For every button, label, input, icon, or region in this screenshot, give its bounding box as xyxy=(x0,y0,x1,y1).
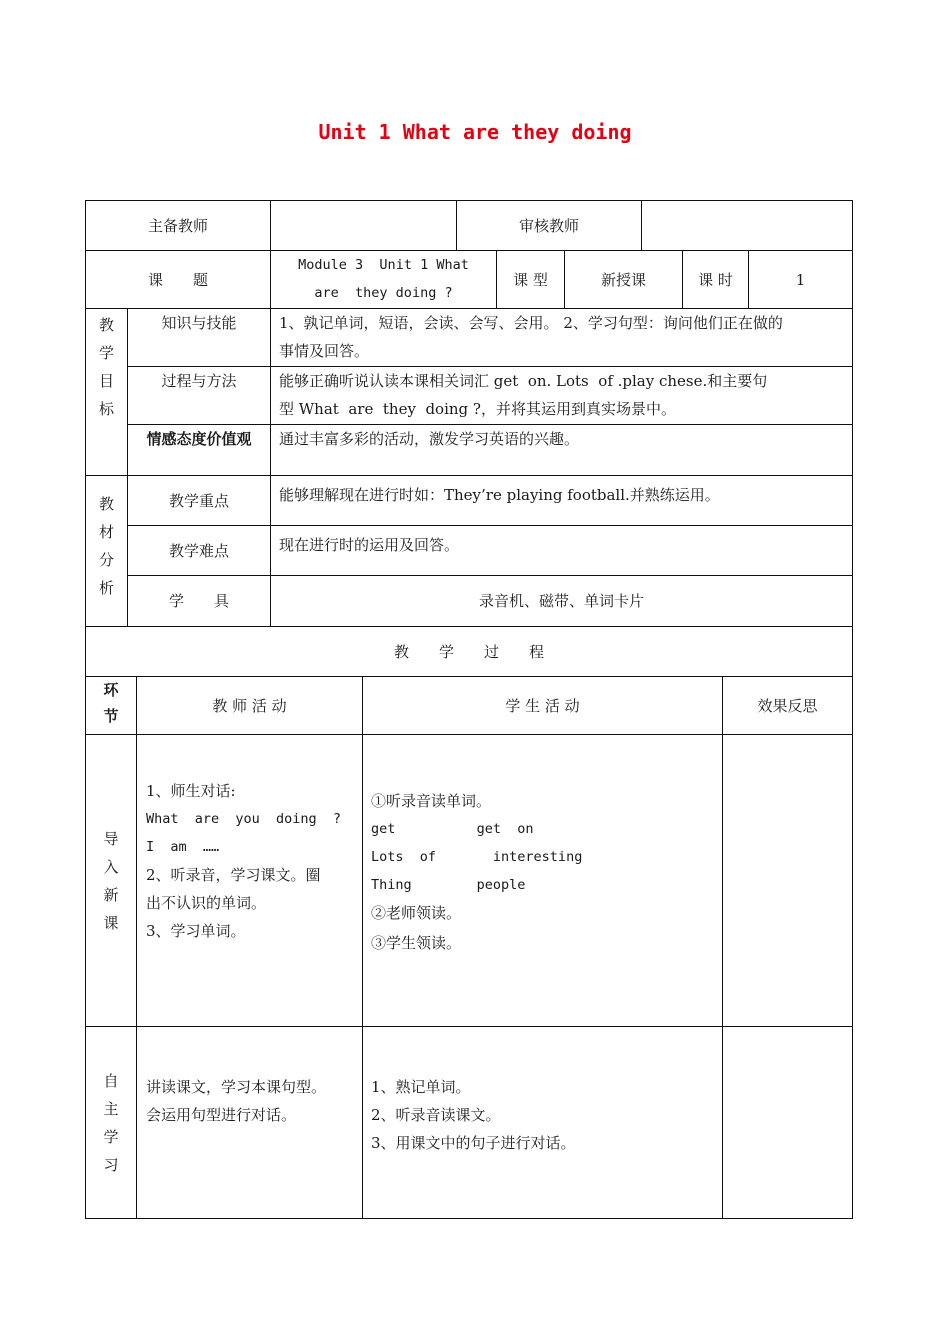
key-point-label: 教学重点 xyxy=(128,476,271,526)
stage-char: 导 xyxy=(103,829,119,848)
stage-char: 自 xyxy=(103,1071,119,1090)
activity-line: 3、用课文中的句子进行对话。 xyxy=(371,1134,576,1152)
analysis-side-char: 析 xyxy=(98,579,114,597)
topic-line-1: Module 3 Unit 1 What xyxy=(298,257,469,273)
activity-line: ①听录音读单词。 xyxy=(371,792,492,810)
goals-side-char: 标 xyxy=(98,400,114,418)
review-teacher-value xyxy=(642,201,853,251)
goal-process-text xyxy=(271,367,853,425)
self-study-reflection xyxy=(723,1027,853,1219)
goals-side-char: 教 xyxy=(98,316,114,334)
key-point-text: 能够理解现在进行时如：They’re playing football.并熟练运用。 xyxy=(271,476,853,526)
analysis-side-char: 材 xyxy=(98,523,114,541)
goals-side-label xyxy=(86,309,128,476)
tools-text: 录音机、磁带、单词卡片 xyxy=(271,576,853,627)
activity-line: ③学生领读。 xyxy=(371,934,462,952)
process-heading: 教 学 过 程 xyxy=(86,627,853,677)
goal-knowledge-label: 知识与技能 xyxy=(128,309,271,367)
self-study-student-activity xyxy=(363,1027,723,1219)
activity-line: 2、听录音读课文。 xyxy=(371,1106,501,1124)
activity-line: 出不认识的单词。 xyxy=(146,894,267,912)
tools-label: 学 具 xyxy=(128,576,271,627)
goal-knowledge-line: 事情及回答。 xyxy=(279,342,370,360)
lesson-type-value: 新授课 xyxy=(565,251,683,309)
activity-line: 会运用句型进行对话。 xyxy=(146,1106,297,1124)
goal-attitude-text: 通过丰富多彩的活动，激发学习英语的兴趣。 xyxy=(271,425,853,476)
goal-process-label: 过程与方法 xyxy=(128,367,271,425)
goal-attitude-label: 情感态度价值观 xyxy=(128,425,271,476)
goal-knowledge-text xyxy=(271,309,853,367)
reflection-header: 效果反思 xyxy=(723,677,853,735)
topic-label: 课 题 xyxy=(86,251,271,309)
lead-teacher-label: 主备教师 xyxy=(86,201,271,251)
intro-teacher-activity xyxy=(137,735,363,1027)
activity-line: get get on xyxy=(371,821,534,837)
lead-teacher-value xyxy=(271,201,457,251)
difficulty-text: 现在进行时的运用及回答。 xyxy=(271,526,853,576)
stage-char: 习 xyxy=(103,1155,119,1174)
goal-process-line: 型 What are they doing ?，并将其运用到真实场景中。 xyxy=(279,400,676,418)
stage-char: 主 xyxy=(103,1099,119,1118)
student-activity-header: 学 生 活 动 xyxy=(363,677,723,735)
analysis-side-char: 分 xyxy=(98,551,114,569)
stage-char: 学 xyxy=(103,1127,119,1146)
activity-line: Thing people xyxy=(371,877,526,893)
lesson-type-label: 课 型 xyxy=(497,251,565,309)
analysis-side-char: 教 xyxy=(98,495,114,513)
activity-line: What are you doing ? xyxy=(146,811,342,827)
hours-value: 1 xyxy=(749,251,853,309)
activity-line: 讲读课文，学习本课句型。 xyxy=(146,1078,327,1096)
stage-column-header xyxy=(86,677,137,735)
goals-side-char: 学 xyxy=(98,344,114,362)
stage-self-study xyxy=(86,1027,137,1219)
intro-reflection xyxy=(723,735,853,1027)
analysis-side-label xyxy=(86,476,128,627)
activity-line: ②老师领读。 xyxy=(371,904,462,922)
page-title: Unit 1 What are they doing xyxy=(318,120,632,144)
goal-process-line: 能够正确听说认读本课相关词汇 get on. Lots of .play chese.和主要句 xyxy=(279,372,768,390)
teacher-activity-header: 教 师 活 动 xyxy=(137,677,363,735)
topic-value xyxy=(271,251,497,309)
activity-line: 1、师生对话: xyxy=(146,782,236,800)
difficulty-label: 教学难点 xyxy=(128,526,271,576)
goals-side-char: 目 xyxy=(98,372,114,390)
activity-line: I am …… xyxy=(146,839,220,855)
stage-char: 新 xyxy=(103,885,119,904)
self-study-teacher-activity xyxy=(137,1027,363,1219)
intro-student-activity xyxy=(363,735,723,1027)
hours-label: 课 时 xyxy=(683,251,749,309)
stage-header-char: 环 xyxy=(103,681,119,699)
lesson-plan-table xyxy=(85,200,853,1219)
activity-line: 2、听录音，学习课文。圈 xyxy=(146,866,321,884)
goal-knowledge-line: 1、孰记单词，短语，会读、会写、会用。 2、学习句型：询问他们正在做的 xyxy=(279,314,783,332)
activity-line: 3、学习单词。 xyxy=(146,922,246,940)
activity-line: 1、熟记单词。 xyxy=(371,1078,471,1096)
stage-intro xyxy=(86,735,137,1027)
activity-line: Lots of interesting xyxy=(371,849,583,865)
review-teacher-label: 审核教师 xyxy=(457,201,642,251)
stage-header-char: 节 xyxy=(103,707,119,725)
stage-char: 课 xyxy=(103,913,119,932)
stage-char: 入 xyxy=(103,857,119,876)
topic-line-2: are they doing ? xyxy=(314,285,453,301)
